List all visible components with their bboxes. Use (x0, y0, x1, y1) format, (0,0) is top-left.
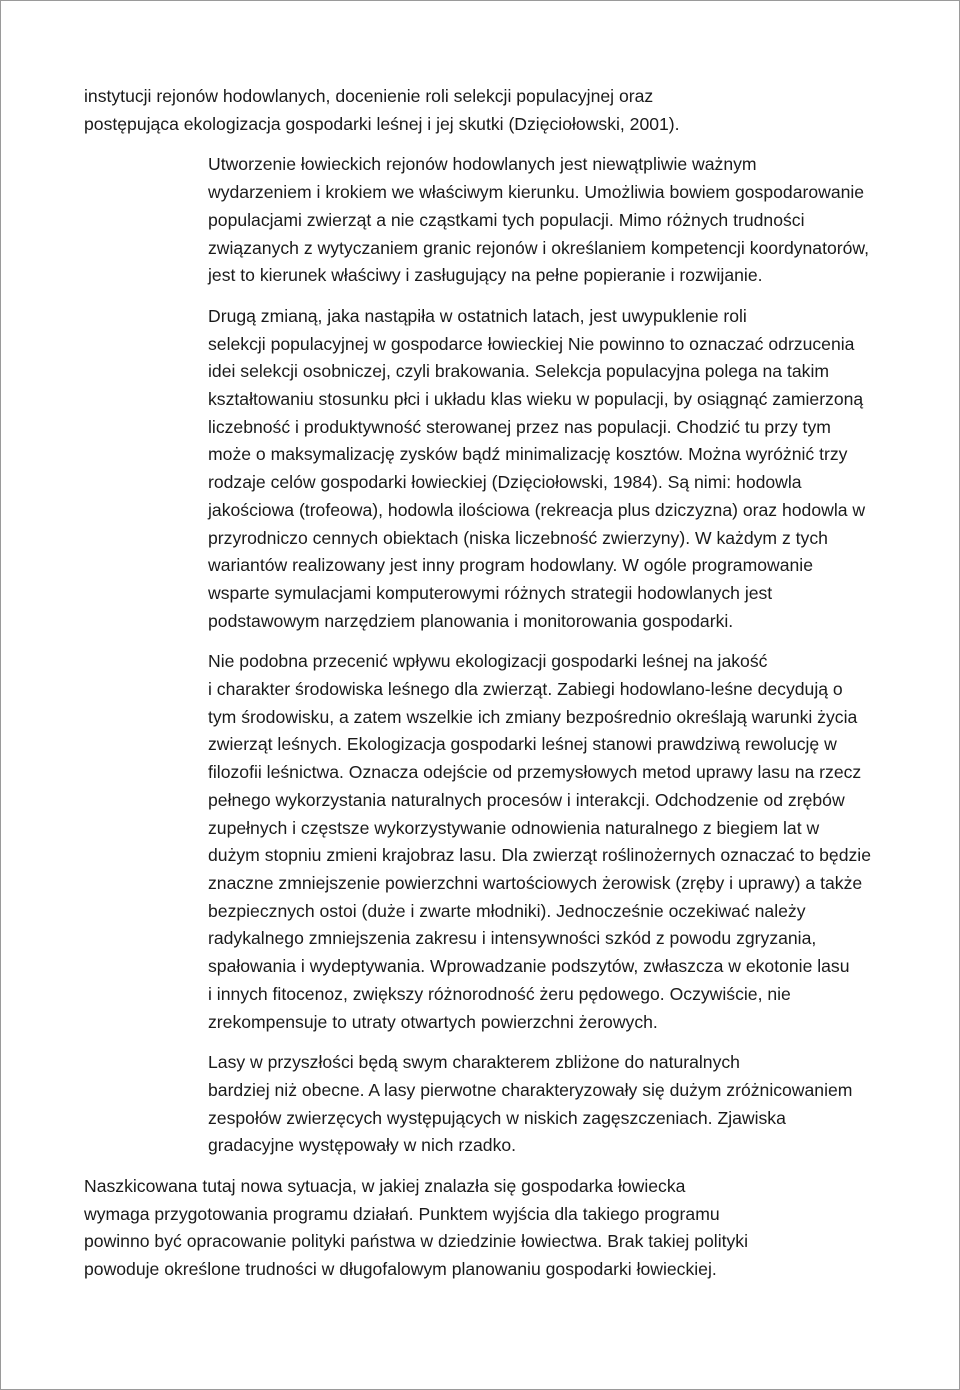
document-page (84, 83, 884, 1284)
text-line: wsparte symulacjami komputerowymi różnych strategii hodowlanych jest (208, 582, 773, 603)
paragraph-3 (84, 303, 884, 635)
text-line: postępująca ekologizacja gospodarki leśnej i jej skutki (Dzięciołowski, 2001). (84, 113, 680, 134)
paragraph-6 (84, 1173, 884, 1284)
text-line: selekcji populacyjnej w gospodarce łowieckiej Nie powinno to oznaczać odrzucenia (208, 333, 855, 354)
text-line: wydarzeniem i krokiem we właściwym kierunku. Umożliwia bowiem gospodarowanie (208, 182, 865, 203)
text-line: powinno być opracowanie polityki państwa w dziedzinie łowiectwa. Brak takiej polityki (84, 1231, 749, 1252)
text-line: populacjami zwierząt a nie cząstkami tych populacji. Mimo różnych trudności (208, 209, 805, 230)
text-line: zespołów zwierzęcych występujących w niskich zagęszczeniach. Zjawiska (208, 1107, 786, 1128)
text-line: spałowania i wydeptywania. Wprowadzanie podszytów, zwłaszcza w ekotonie lasu (208, 956, 850, 977)
text-line: wariantów realizowany jest inny program hodowlany. W ogóle programowanie (208, 555, 813, 576)
text-line: bezpiecznych ostoi (duże i zwarte młodniki). Jednocześnie oczekiwać należy (208, 900, 806, 921)
text-line: radykalnego zmniejszenia zakresu i intensywności szkód z powodu zgryzania, (208, 928, 817, 949)
text-line: podstawowym narzędziem planowania i monitorowania gospodarki. (208, 610, 734, 631)
text-line: i innych fitocenoz, zwiększy różnorodność żeru pędowego. Oczywiście, nie (208, 983, 791, 1004)
text-line: rodzaje celów gospodarki łowieckiej (Dzięciołowski, 1984). Są nimi: hodowla (208, 472, 802, 493)
text-line: liczebność i produktywność sterowanej przez nas populacji. Chodzić tu przy tym (208, 416, 831, 437)
text-line: Utworzenie łowieckich rejonów hodowlanych jest niewątpliwie ważnym (208, 154, 757, 175)
text-line: zrekompensuje to utraty otwartych powierzchni żerowych. (208, 1011, 658, 1032)
text-line: znaczne zmniejszenie powierzchni wartościowych żerowisk (zręby i uprawy) a także (208, 872, 863, 893)
text-line: Drugą zmianą, jaka nastąpiła w ostatnich latach, jest uwypuklenie roli (208, 305, 747, 326)
text-line: Naszkicowana tutaj nowa sytuacja, w jakiej znalazła się gospodarka łowiecka (84, 1176, 686, 1197)
text-line: wymaga przygotowania programu działań. Punktem wyjścia dla takiego programu (84, 1203, 720, 1224)
text-line: zwierząt leśnych. Ekologizacja gospodarki leśnej stanowi prawdziwą rewolucję w (208, 734, 837, 755)
text-line: dużym stopniu zmieni krajobraz lasu. Dla zwierząt roślinożernych oznaczać to będzie (208, 845, 871, 866)
text-line: tym środowisku, a zatem wszelkie ich zmiany bezpośrednio określają warunki życia (208, 706, 858, 727)
paragraph-1 (84, 83, 884, 138)
text-line: powoduje określone trudności w długofalowym planowaniu gospodarki łowieckiej. (84, 1259, 717, 1280)
paragraph-2 (84, 151, 884, 290)
paragraph-5 (84, 1049, 884, 1160)
text-line: zupełnych i częstsze wykorzystywanie odnowienia naturalnego z biegiem lat w (208, 817, 820, 838)
text-line: gradacyjne występowały w nich rzadko. (208, 1135, 517, 1156)
text-line: idei selekcji osobniczej, czyli brakowania. Selekcja populacyjna polega na takim (208, 361, 830, 382)
text-line: związanych z wytyczaniem granic rejonów i określaniem kompetencji koordynatorów, (208, 237, 870, 258)
text-line: Lasy w przyszłości będą swym charakterem zbliżone do naturalnych (208, 1052, 740, 1073)
text-line: kształtowaniu stosunku płci i układu klas wieku w populacji, by osiągnąć zamierzoną (208, 389, 864, 410)
text-line: jest to kierunek właściwy i zasługujący na pełne popieranie i rozwijanie. (208, 265, 763, 286)
text-line: Nie podobna przecenić wpływu ekologizacji gospodarki leśnej na jakość (208, 651, 768, 672)
text-line: instytucji rejonów hodowlanych, docenienie roli selekcji populacyjnej oraz (84, 86, 654, 106)
paragraph-4 (84, 648, 884, 1036)
text-line: pełnego wykorzystania naturalnych procesów i interakcji. Odchodzenie od zrębów (208, 789, 845, 810)
text-line: przyrodniczo cennych obiektach (niska liczebność zwierzyny). W każdym z tych (208, 527, 828, 548)
text-line: jakościowa (trofeowa), hodowla ilościowa (rekreacja plus dziczyzna) oraz hodowla w (208, 499, 866, 520)
text-line: filozofii leśnictwa. Oznacza odejście od przemysłowych metod uprawy lasu na rzecz (208, 762, 862, 783)
text-line: bardziej niż obecne. A lasy pierwotne charakteryzowały się dużym zróżnicowaniem (208, 1079, 853, 1100)
text-line: może o maksymalizację zysków bądź minimalizację kosztów. Można wyróżnić trzy (208, 444, 848, 465)
text-line: i charakter środowiska leśnego dla zwierząt. Zabiegi hodowlano-leśne decydują o (208, 679, 843, 700)
